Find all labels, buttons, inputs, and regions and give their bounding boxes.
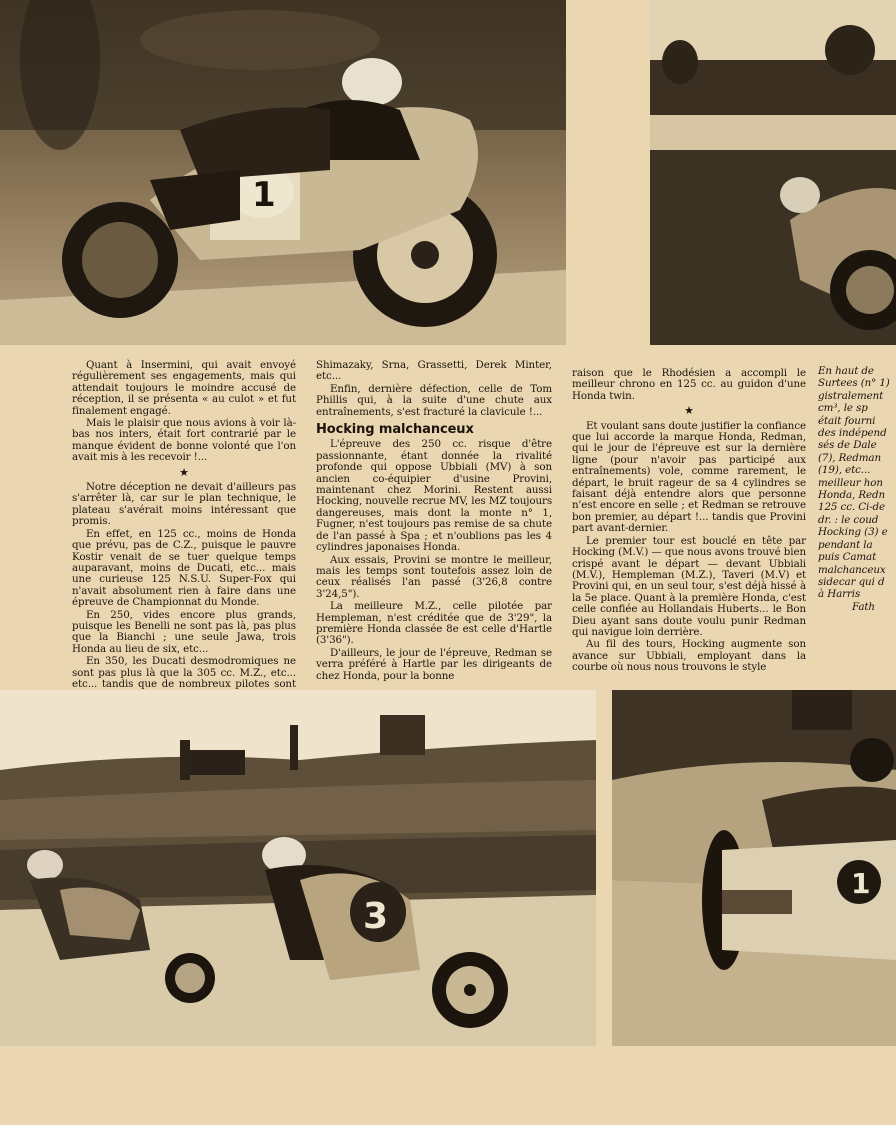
caption-line: Surtees (n° 1) (818, 377, 890, 390)
caption-line: était fourni (818, 414, 876, 427)
paragraph: Le premier tour est bouclé en tête par Hocking (M.V.) — que nous avons trouvé bien crispé avant le départ — devant Ubbiali (M.V.), Hempleman (M.Z.), Taveri (M.V) et Provini qui, en un seul tour, s'est déjà hissé à la 5e place. Quant à la première Honda, c'est celle confiée au Hollandais Huberts... le Bon Dieu ayant sans doute voulu punir Redman qui navigue loin derrière. (572, 534, 806, 638)
caption-line: malchanceux (818, 563, 886, 576)
caption-line: (7), Redman (818, 451, 882, 464)
paragraph: Quant à Insermini, qui avait envoyé régulièrement ses engagements, mais qui attendait toujours le moindre accusé de réception, il se présenta « au culot » et fut finalement engagé. (72, 359, 296, 417)
caption-line: meilleur hon (818, 476, 883, 489)
paragraph: Aux essais, Provini se montre le meilleur, mais les temps sont toutefois assez loin de ceux réalisés l'an passé (3'26,8 contre 3'24,5"). (316, 553, 552, 600)
photo-bottom-left-image (0, 690, 596, 1046)
photo-bottom-right-image (612, 690, 896, 1046)
caption-line: (19), etc... (818, 464, 871, 477)
section-heading: Hocking malchanceux (316, 422, 474, 438)
photo-top-left-number: 1 (252, 175, 276, 215)
paragraph: En effet, en 125 cc., moins de Honda que prévu, pas de C.Z., puisque le pauvre Kostir venait de se tuer quelque temps auparavant, moins de Ducati, etc... mais une curieuse 125 N.S.U. Super-Fox qui n'avait absolument rien à faire dans une épreuve de Championnat du Monde. (72, 527, 296, 609)
article-column-2 (316, 360, 552, 683)
caption-signature: Fath (852, 600, 875, 613)
caption-line: puis Camat (818, 551, 877, 564)
paragraph: En 250, vides encore plus grands, puisque les Benelli ne sont pas là, pas plus que la Bianchi ; une seule Jawa, trois Honda au lieu de six, etc... (72, 608, 296, 655)
caption-line: Honda, Redn (818, 489, 886, 502)
paragraph: Au fil des tours, Hocking augmente son avance sur Ubbiali, employant dans la courbe où nous nous trouvons le style (572, 638, 806, 674)
paragraph: Et voulant sans doute justifier la confiance que lui accorde la marque Honda, Redman, qui le jour de l'épreuve est sur la dernière ligne (pour n'avoir pas participé aux entraînements) vole, comme rarement, le départ, le bruit rageur de sa 4 cylindres se faisant déjà entendre alors que personne n'est encore en selle ; et Redman se retrouve bon premier, au départ !... tandis que Provini part avant-dernier. (572, 419, 806, 535)
paragraph: Enfin, dernière défection, celle de Tom Phillis qui, à la suite d'une chute aux entraînements, s'est fracturé la clavicule !... (316, 382, 552, 418)
photo-top-left (0, 0, 566, 345)
paragraph: D'ailleurs, le jour de l'épreuve, Redman se verra préféré à Hartle par les dirigeants de chez Honda, pour la bonne (316, 646, 552, 682)
photo-caption-column (818, 365, 896, 613)
caption-line: cm³, le sp (818, 402, 868, 415)
article-column-1 (72, 360, 296, 703)
photo-bottom-right (612, 690, 896, 1046)
caption-line: dr. : le coud (818, 513, 879, 526)
paragraph: Mais le plaisir que nous avions à voir là-bas nos inters, était fort contrarié par le manque évident de bonne volonté que l'on avait mis à les recevoir !... (72, 417, 296, 464)
caption-lines (818, 366, 896, 601)
photo-top-right (650, 0, 896, 345)
caption-line: En haut de (818, 365, 874, 377)
caption-line: sidecar qui d (818, 575, 885, 588)
caption-line: sés de Dale (818, 439, 877, 452)
paragraph: Notre déception ne devait d'ailleurs pas s'arrêter là, car sur le plan technique, le plateau s'avérait moins intéressant que promis. (72, 481, 296, 528)
caption-line: 125 cc. Ci-de (818, 501, 886, 514)
paragraph: raison que le Rhodésien a accompli le meilleur chrono en 125 cc. au guidon d'une Honda twin. (572, 367, 806, 402)
paragraph: Shimazaky, Srna, Grassetti, Derek Minter, etc... (316, 359, 552, 383)
paragraph: En 350, les Ducati desmodromiques ne sont pas plus là que la 305 cc. M.Z., etc... etc... tandis que de nombreux pilotes sont (72, 655, 296, 690)
photo-bottom-left (0, 690, 596, 1046)
caption-line: Hocking (3) e (818, 526, 888, 539)
caption-line: gistralement (818, 389, 884, 402)
article-column-3 (572, 368, 806, 675)
caption-line: pendant la (818, 538, 873, 551)
photo-top-right-image (650, 0, 896, 345)
caption-line: des indépend (818, 427, 887, 440)
photo-bottom-right-number: 1 (851, 867, 871, 900)
photo-top-left-image (0, 0, 566, 345)
star-separator: ★ (179, 465, 189, 479)
paragraph: La meilleure M.Z., celle pilotée par Hempleman, n'est créditée que de 3'29", la première Honda classée 8e est celle d'Hartle (3'36"). (316, 600, 552, 647)
caption-line: à Harris (818, 588, 861, 601)
paragraph: L'épreuve des 250 cc. risque d'être passionnante, étant donnée la rivalité profonde qui oppose Ubbiali (MV) à son ancien co-équipier d'usine Provini, maintenant chez Morini. Restent aussi Hocking, nouvelle recrue MV, les MZ toujours dangereuses, mais dont la monte n° 1, Fugner, n'est toujours pas remise de sa chute de l'an passé à Spa ; et n'oublions pas les 4 cylindres japonaises Honda. (316, 438, 552, 554)
star-separator: ★ (684, 404, 694, 418)
photo-bottom-left-number: 3 (363, 896, 389, 937)
